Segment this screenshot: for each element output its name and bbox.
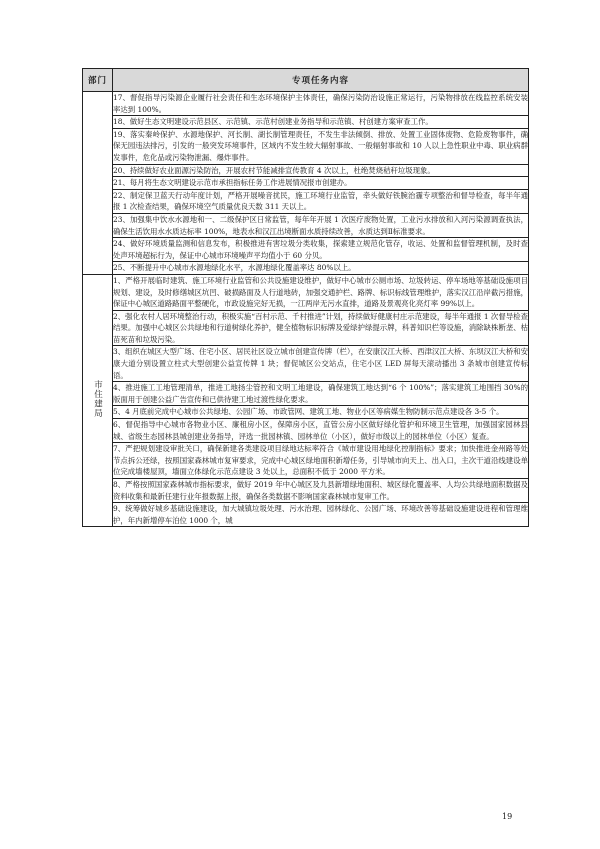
table-row [83, 164, 529, 177]
task-item: 3、组织在城区大型广场、住宅小区、居民社区设立城市创建宣传牌（栏），在安康汉江大桥、西津汉江大桥、东坝汉江大桥和安康大道分别设置立柱式大型创建公益宣传牌 1 块；督促城区公交站点，住宅小区 LED 屏每天滚动播出 3 条城市创建宣传标语。 [113, 346, 529, 382]
dept-label: 市住建局 [92, 379, 103, 418]
task-item: 9、统筹做好城乡基础设施建设，加大城镇垃圾处理、污水治理、园林绿化、公园广场、环境改善等基础设施建设进程和管理维护，年内新增停车泊位 1000 个，城 [113, 503, 529, 527]
dept-cell [83, 92, 113, 275]
task-item: 20、持续做好农业面源污染防治，开展农村节能减排宣传教育 4 次以上，杜绝焚烧秸秆垃圾现象。 [113, 164, 529, 177]
table-row [83, 177, 529, 190]
table-row [83, 419, 529, 443]
table-row [83, 274, 529, 310]
task-item: 6、督促指导中心城市各物业小区、廉租房小区，保障房小区，直管公房小区做好绿化管护和环境卫生管理，加强国家园林县城、省级生态园林县城创建业务指导，评选一批园林镇、园林单位（小区），做好市级以上的园林单位（小区）复查。 [113, 419, 529, 443]
task-item: 22、制定保卫蓝天行动年度计划，严格开展噪音扰民，施工环境行业监管，牵头做好铁腕治霾专项整治和督导检查，每半年通报 1 次检查结果，确保环境空气质量优良天数 311 天以上。 [113, 189, 529, 213]
task-item: 24、做好环境质量监测和信息发布，积极推进有害垃圾分类收集，探索建立规范化管存，收运、处置和监督管理机制，及时查处声环境超标行为，保证中心城市环境噪声平均值小于 60 分贝。 [113, 238, 529, 262]
table-row [83, 382, 529, 406]
task-item: 2、强化农村人居环境整治行动，积极实施“百村示范、千村推进”计划，持续做好健康村庄示范建设，每半年通报 1 次督导检查结果。加强中心城区公共绿地和行道树绿化养护，健全植物标识标牌及爱绿护绿提示牌，科普知识栏等设施，消除缺株断垄、枯苗死苗和垃圾污染。 [113, 310, 529, 346]
task-item: 25、不断提升中心城市水源地绿化水平，水源地绿化覆盖率达 80%以上。 [113, 262, 529, 275]
task-item: 23、加强集中饮水水源地和一、二级保护区日常监管，每年年开展 1 次医疗废物处置，工业污水排放和入河污染源调查执法，确保生活饮用水水质达标率 100%，地表水和汉江出境断面水质持续改善，水质达到Ⅱ标准要求。 [113, 213, 529, 237]
task-item: 1、严格开展临时建筑、施工环境行业监管和公共设施建设维护，做好中心城市公厕市场、垃圾转运、停车场地等基础设施项目规划、建设，及时修缮城区坑凹、破损路面及人行道地砖，加强交通护栏、路牌、标识标线管理维护，落实汉江沿岸截污措施，保证中心城区道路路面平整硬化，市政设施完好无损，一江两岸无污水直排，道路及景观亮化亮灯率 99%以上。 [113, 274, 529, 310]
table-row [83, 128, 529, 164]
task-item: 7、严把规划建设审批关口，确保新建各类建设项目绿地达标率符合《城市建设用地绿化控制指标》要求；加快推进金州路等处节点拆公还绿，按照国家森林城市复审要求，完成中心城区绿地面积新增任务，引导城市向天上、出入口，主次干道沿线建设单位完成墙楼屋顶，墙面立体绿化示范点建设 3 处以上，总面积不低于 2000 平方米。 [113, 443, 529, 479]
task-item: 19、落实秦岭保护、水源地保护、河长制、湖长制管理责任，不发生非法倾倒、排放、处置工业固体废物、危险废物事件，确保无园违法排污，引发的一般突发环境事件，区域内不发生较大辐射事故、一般辐射事故和 10 人以上急性职业中毒、职业病群发事件，危化品或污染物泄漏、爆炸事件。 [113, 128, 529, 164]
table-row [83, 262, 529, 275]
table-header-row [83, 69, 529, 92]
table-row [83, 189, 529, 213]
task-item: 17、督促指导污染源企业履行社会责任和生态环境保护主体责任，确保污染防治设施正常运行，污染物排放在线监控系统安装率达到 100%。 [113, 92, 529, 116]
table-row [83, 406, 529, 419]
table-row [83, 443, 529, 479]
task-item: 5、4 月底前完成中心城市公共绿地、公园广场、市政管网、建筑工地、物业小区等病媒生物防制示范点建设各 3-5 个。 [113, 406, 529, 419]
task-item: 18、做好生态文明建设示范县区、示范镇、示范村创建业务指导和示范镇、村创建方案审查工作。 [113, 116, 529, 129]
table-row [83, 92, 529, 116]
task-item: 8、严格按照国家森林城市指标要求，做好 2019 年中心城区及九县新增绿地面积、城区绿化覆盖率、人均公共绿地面积数据及资料收集和最新任建行业年报数据上报，确保各类数据不影响国家森林城市复审工作。 [113, 479, 529, 503]
table-row [83, 310, 529, 346]
table-row [83, 116, 529, 129]
task-item: 21、每月将生态文明建设示范市承担指标任务工作进展情况报市创建办。 [113, 177, 529, 190]
header-task: 专项任务内容 [113, 69, 529, 92]
header-dept: 部门 [83, 69, 113, 92]
table-row [83, 479, 529, 503]
table-row [83, 213, 529, 237]
dept-cell [83, 274, 113, 526]
table-row [83, 346, 529, 382]
table-row [83, 238, 529, 262]
task-item: 4、推进施工工地管理清单，推进工地扬尘管控和文明工地建设，确保建筑工地达到“6 个 100%”；落实建筑工地围挡 30%的版面用于创建公益广告宣传和已供待建工地过渡性绿化要求。 [113, 382, 529, 406]
table-row [83, 503, 529, 527]
task-table [82, 68, 529, 527]
